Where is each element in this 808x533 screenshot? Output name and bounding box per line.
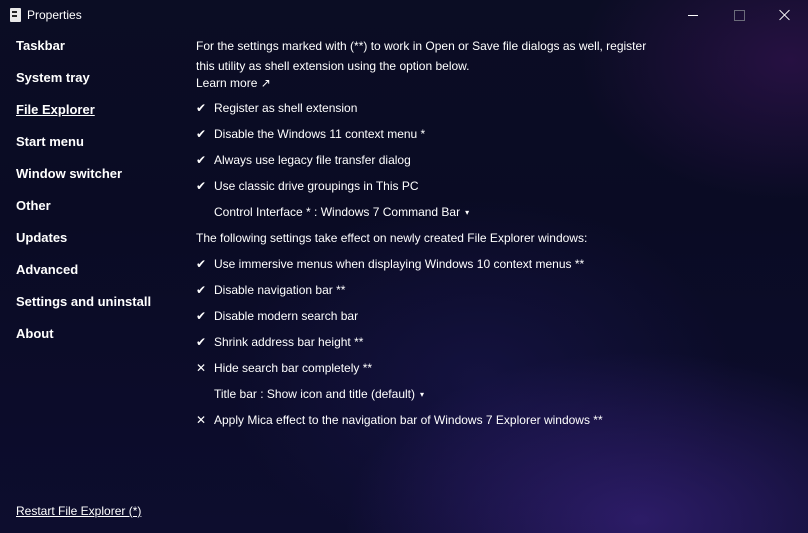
checkmark-icon: ✔ — [196, 101, 207, 115]
sidebar-item-system-tray[interactable]: System tray — [16, 70, 90, 85]
option-label: Shrink address bar height ** — [214, 335, 364, 349]
minimize-button[interactable] — [670, 0, 716, 30]
minimize-icon — [688, 15, 698, 16]
checkmark-icon: ✔ — [196, 179, 207, 193]
sidebar-item-updates[interactable]: Updates — [16, 230, 68, 245]
option-label: Hide search bar completely ** — [214, 361, 373, 375]
option-hide-search-bar[interactable] — [196, 358, 372, 378]
control-interface-dropdown[interactable] — [214, 202, 469, 222]
sidebar-item-window-switcher[interactable]: Window switcher — [16, 166, 123, 181]
section-text: The following settings take effect on newly created File Explorer windows: — [196, 231, 588, 245]
caret-down-icon: ▾ — [420, 390, 425, 399]
checkmark-icon: ✔ — [196, 127, 207, 141]
dropdown-label: Title bar : Show icon and title (default) — [214, 387, 415, 401]
checkmark-icon: ✔ — [196, 153, 207, 167]
option-label: Disable the Windows 11 context menu * — [214, 127, 426, 141]
maximize-button[interactable] — [716, 0, 762, 30]
caret-down-icon: ▾ — [465, 208, 470, 217]
close-button[interactable] — [762, 0, 808, 30]
sidebar-item-about[interactable]: About — [16, 326, 54, 341]
app-icon — [10, 8, 21, 22]
option-apply-mica-effect[interactable] — [196, 410, 603, 430]
intro-text: For the settings marked with (**) to work in Open or Save file dialogs as well, register this utility as shell extension using the option below. — [196, 39, 647, 73]
external-link-icon: ↗ — [260, 76, 271, 90]
learn-more-label: Learn more — [196, 76, 258, 90]
option-label: Use classic drive groupings in This PC — [214, 179, 419, 193]
checkmark-icon: ✔ — [196, 335, 207, 349]
option-label: Always use legacy file transfer dialog — [214, 153, 411, 167]
checkmark-icon: ✔ — [196, 309, 207, 323]
sidebar-item-start-menu[interactable]: Start menu — [16, 134, 84, 149]
checkmark-icon: ✔ — [196, 257, 207, 271]
option-label: Apply Mica effect to the navigation bar of Windows 7 Explorer windows ** — [214, 413, 603, 427]
option-label: Register as shell extension — [214, 101, 358, 115]
maximize-icon — [734, 10, 745, 21]
window-title: Properties — [27, 8, 82, 22]
sidebar-item-file-explorer[interactable]: File Explorer — [16, 102, 95, 117]
title-bar-dropdown[interactable] — [214, 384, 424, 404]
option-immersive-menus[interactable] — [196, 254, 584, 274]
option-disable-navigation-bar[interactable] — [196, 280, 345, 300]
option-shrink-address-bar[interactable] — [196, 332, 363, 352]
option-disable-modern-search-bar[interactable] — [196, 306, 358, 326]
option-legacy-file-transfer-dialog[interactable] — [196, 150, 411, 170]
title-bar — [0, 0, 808, 30]
sidebar-item-settings-and-uninstall[interactable]: Settings and uninstall — [16, 294, 152, 309]
dropdown-label: Control Interface * : Windows 7 Command Bar — [214, 205, 461, 219]
cross-icon: ✕ — [196, 413, 207, 427]
option-classic-drive-groupings[interactable] — [196, 176, 419, 196]
learn-more-link[interactable] — [196, 76, 271, 90]
option-label: Use immersive menus when displaying Windows 10 context menus ** — [214, 257, 585, 271]
sidebar-item-advanced[interactable]: Advanced — [16, 262, 79, 277]
checkmark-icon: ✔ — [196, 283, 207, 297]
option-register-shell-extension[interactable] — [196, 98, 357, 118]
option-label: Disable modern search bar — [214, 309, 359, 323]
sidebar-item-taskbar[interactable]: Taskbar — [16, 38, 65, 53]
close-icon — [779, 9, 791, 21]
restart-file-explorer-link[interactable]: Restart File Explorer (*) — [16, 504, 142, 518]
sidebar-item-other[interactable]: Other — [16, 198, 51, 213]
cross-icon: ✕ — [196, 361, 207, 375]
option-label: Disable navigation bar ** — [214, 283, 346, 297]
option-disable-win11-context-menu[interactable] — [196, 124, 425, 144]
